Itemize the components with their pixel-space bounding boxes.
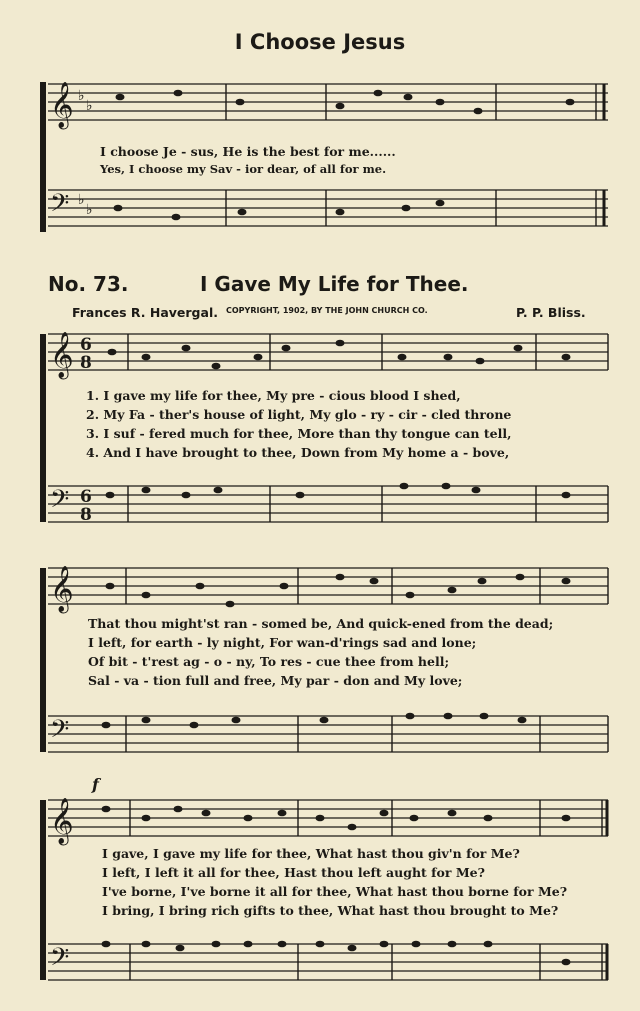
- hymn-number: No. 73.: [48, 272, 129, 296]
- copyright: COPYRIGHT, 1902, BY THE JOHN CHURCH CO.: [226, 306, 428, 315]
- time-sig-top: 6: [80, 487, 92, 507]
- lyric-s1-v4: 4. And I have brought to thee, Down from My home a - bove,: [86, 445, 510, 460]
- svg-text:♭: ♭: [78, 192, 85, 208]
- lyric-s2-v4: Sal - va - tion full and free, My par - don and My love;: [88, 673, 463, 688]
- author: Frances R. Havergal.: [72, 305, 218, 320]
- lyric-s3-v3: I've borne, I've borne it all for thee, What hast thou borne for Me?: [102, 884, 568, 899]
- svg-text:♭: ♭: [86, 202, 93, 218]
- treble-staff-1: [48, 334, 608, 370]
- bass-clef-icon: 𝄢: [50, 189, 70, 224]
- top-verse-1: I choose Je - sus, He is the best for me......: [100, 144, 396, 159]
- lyric-s2-v3: Of bit - t'rest ag - o - ny, To res - cue thee from hell;: [88, 654, 450, 669]
- dynamic-marking: f: [92, 775, 99, 794]
- bass-staff-3: [48, 944, 608, 980]
- time-sig-bottom: 8: [80, 353, 92, 373]
- treble-clef-icon: 𝄞: [50, 566, 74, 612]
- bass-clef-icon: 𝄢: [50, 485, 70, 520]
- treble-staff-2: [48, 568, 608, 604]
- lyric-s1-v2: 2. My Fa - ther's house of light, My glo - ry - cir - cled throne: [86, 407, 512, 422]
- bass-clef-icon: 𝄢: [50, 943, 70, 978]
- treble-staff-top: [48, 84, 608, 120]
- lyric-s3-v4: I bring, I bring rich gifts to thee, What hast thou brought to Me?: [102, 903, 559, 918]
- hymn-title: I Gave My Life for Thee.: [200, 272, 469, 296]
- bass-staff-1: [48, 486, 608, 522]
- composer: P. P. Bliss.: [516, 305, 586, 320]
- treble-clef-icon: 𝄞: [50, 798, 74, 844]
- time-sig-bottom: 8: [80, 505, 92, 525]
- bass-clef-icon: 𝄢: [50, 715, 70, 750]
- lyric-s3-v1: I gave, I gave my life for thee, What hast thou giv'n for Me?: [102, 846, 520, 861]
- treble-staff-3: [48, 800, 608, 836]
- top-verse-2: Yes, I choose my Sav - ior dear, of all for me.: [100, 162, 387, 176]
- lyric-s2-v1: That thou might'st ran - somed be, And quick-ened from the dead;: [88, 616, 554, 631]
- bass-staff-top: [48, 190, 608, 226]
- lyric-s2-v2: I left, for earth - ly night, For wan-d'rings sad and lone;: [88, 635, 477, 650]
- lyric-s1-v1: 1. I gave my life for thee, My pre - cious blood I shed,: [86, 388, 461, 403]
- top-hymn-title: I Choose Jesus: [234, 30, 406, 54]
- time-sig-top: 6: [80, 335, 92, 355]
- treble-clef-icon: 𝄞: [50, 332, 74, 378]
- lyric-s3-v2: I left, I left it all for thee, Hast thou left aught for Me?: [102, 865, 485, 880]
- treble-clef-icon: 𝄞: [50, 82, 74, 128]
- lyric-s1-v3: 3. I suf - fered much for thee, More than thy tongue can tell,: [86, 426, 512, 441]
- svg-text:♭: ♭: [86, 98, 93, 114]
- svg-text:♭: ♭: [78, 88, 85, 104]
